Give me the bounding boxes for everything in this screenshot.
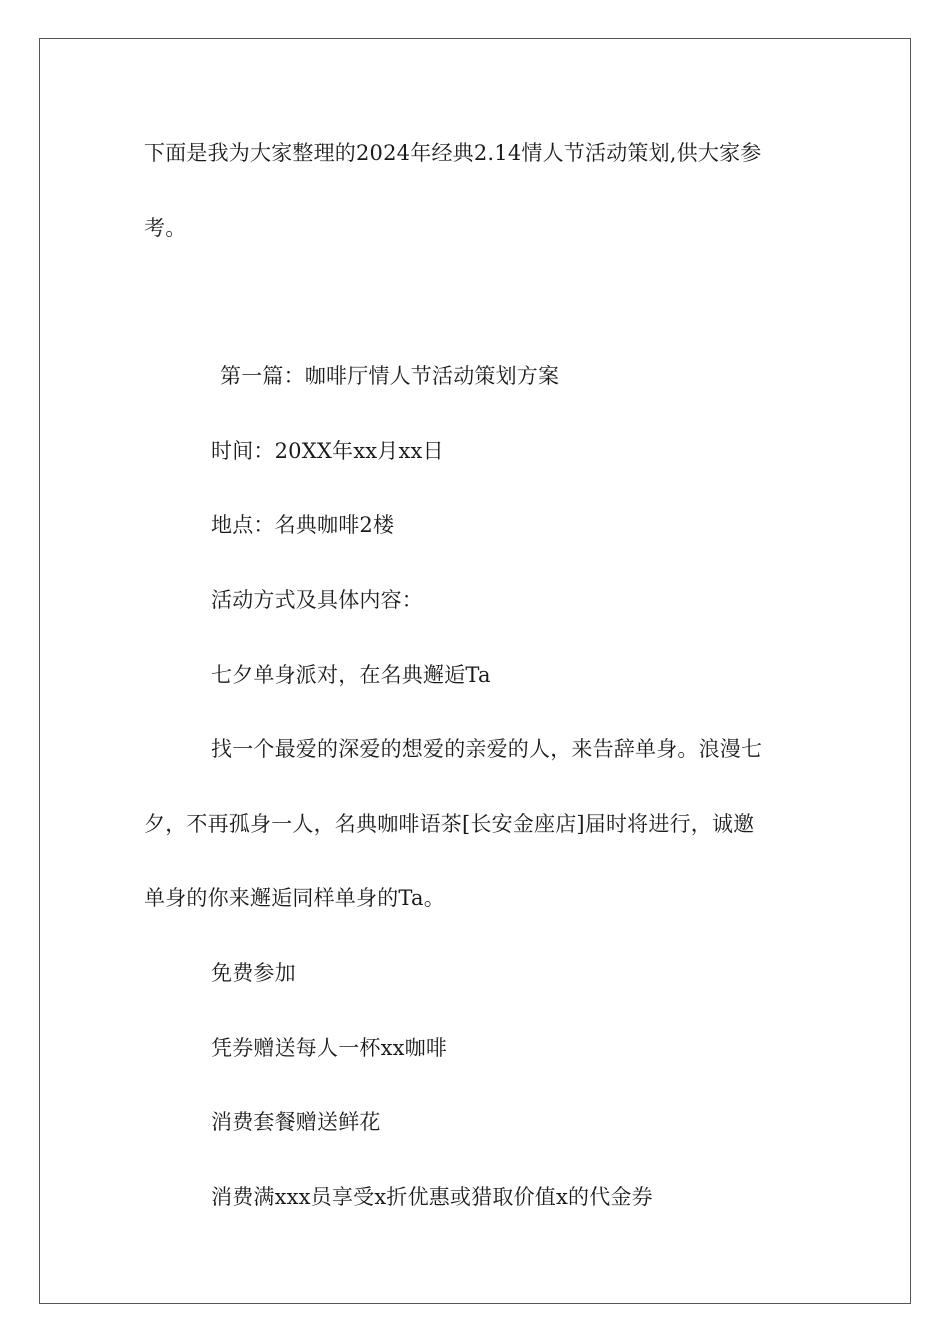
activity-heading: 活动方式及具体内容： <box>211 588 423 612</box>
event-location: 地点：名典咖啡2楼 <box>211 513 395 537</box>
description-line-2: 夕，不再孤身一人，名典咖啡语茶[长安金座店]届时将进行，诚邀 <box>144 812 755 836</box>
description-line-1: 找一个最爱的深爱的想爱的亲爱的人，来告辞单身。浪漫七 <box>211 737 763 761</box>
list-item: 消费套餐赠送鲜花 <box>211 1110 381 1134</box>
description-line-3: 单身的你来邂逅同样单身的Ta。 <box>144 886 445 910</box>
intro-line-1: 下面是我为大家整理的2024年经典2.14情人节活动策划,供大家参 <box>144 141 762 165</box>
section-title: 第一篇：咖啡厅情人节活动策划方案 <box>220 364 560 388</box>
list-item: 凭券赠送每人一杯xx咖啡 <box>211 1036 448 1060</box>
list-item: 免费参加 <box>211 961 296 985</box>
event-time: 时间：20XX年xx月xx日 <box>211 439 444 463</box>
list-item: 消费满xxx员享受x折优惠或猎取价值x的代金券 <box>211 1185 653 1209</box>
event-name: 七夕单身派对，在名典邂逅Ta <box>211 663 491 687</box>
intro-line-2: 考。 <box>144 216 187 240</box>
